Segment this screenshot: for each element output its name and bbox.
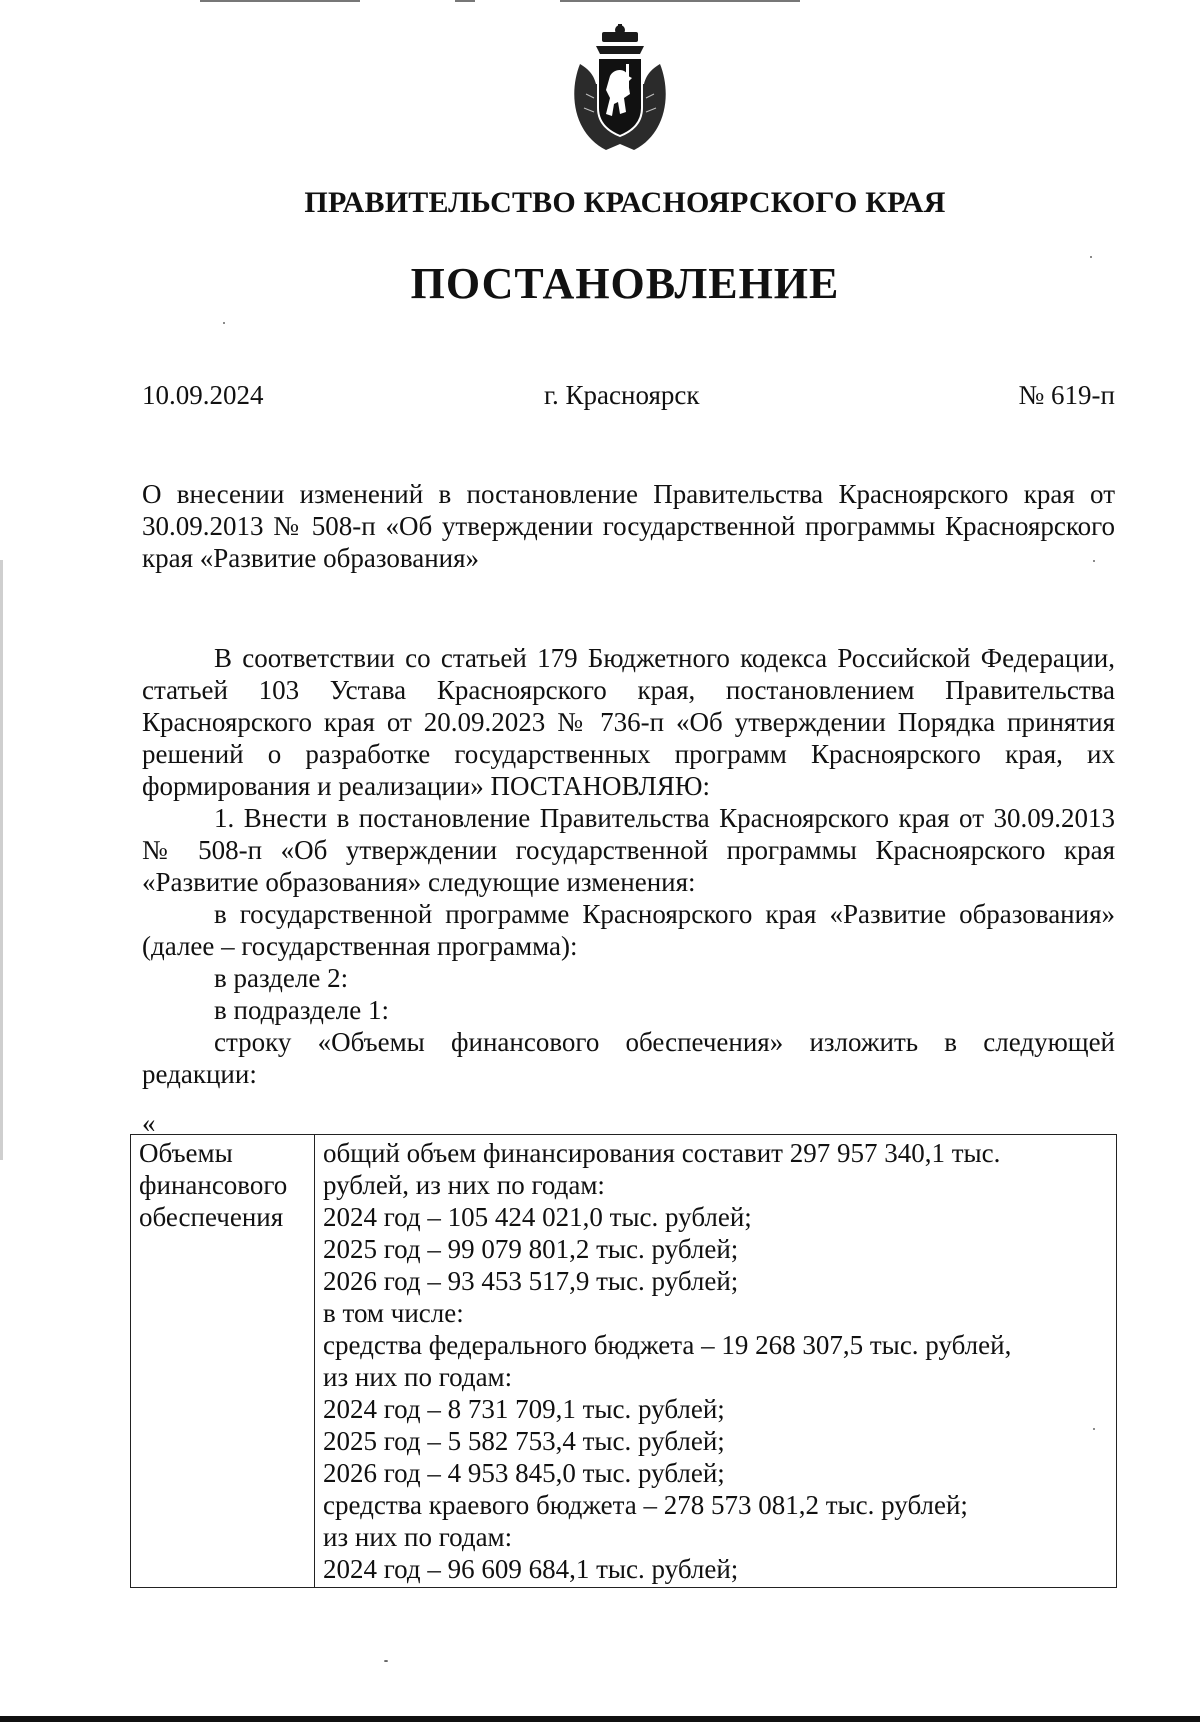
value-line: 2026 год – 93 453 517,9 тыс. рублей;: [323, 1266, 739, 1296]
label-line: финансового: [139, 1170, 288, 1200]
value-line: средства федерального бюджета – 19 268 307,5 тыс. рублей,: [323, 1330, 1012, 1360]
scan-speck: [1093, 1428, 1095, 1430]
document-type-title: ПОСТАНОВЛЕНИЕ: [410, 259, 840, 308]
value-line: 2024 год – 8 731 709,1 тыс. рублей;: [323, 1394, 725, 1424]
value-line: средства краевого бюджета – 278 573 081,2 тыс. рублей;: [323, 1490, 968, 1520]
scan-speck: [384, 1660, 388, 1662]
table-value-cell: [315, 1135, 1117, 1588]
document-body: [142, 642, 1115, 1090]
label-line: обеспечения: [139, 1202, 284, 1232]
label-line: Объемы: [139, 1138, 233, 1168]
financing-table: [130, 1134, 1117, 1588]
value-line: общий объем финансирования составит 297 957 340,1 тыс.: [323, 1138, 1001, 1168]
scan-speck: [1093, 560, 1095, 562]
scan-artifact-top-mid: [455, 0, 475, 2]
government-title: ПРАВИТЕЛЬСТВО КРАСНОЯРСКОГО КРАЯ: [304, 186, 946, 219]
document-subject: О внесении изменений в постановление Правительства Красноярского края от 30.09.2013 № 508-п «Об утверждении государственной программы Красноярского края «Развитие образования»: [142, 479, 1115, 573]
value-line: из них по годам:: [323, 1362, 513, 1392]
value-line: рублей, из них по годам:: [323, 1170, 605, 1200]
document-date: 10.09.2024: [142, 380, 264, 410]
section-paragraph: в разделе 2:: [214, 963, 349, 993]
preamble-paragraph: В соответствии со статьей 179 Бюджетного кодекса Российской Федерации, статьей 103 Устава Красноярского края, постановлением Правительства Красноярского края от 20.09.2023 № 736-п «Об утверждении Порядка принятия решений о разработке государственных программ Красноярского края, их формирования и реализации» ПОСТАНОВЛЯЮ:: [142, 643, 1115, 801]
value-line: 2026 год – 4 953 845,0 тыс. рублей;: [323, 1458, 725, 1488]
program-paragraph: в государственной программе Красноярского края «Развитие образования» (далее – государственная программа):: [142, 899, 1115, 961]
scan-artifact-top-left: [200, 0, 360, 2]
item-1-paragraph: 1. Внести в постановление Правительства Красноярского края от 30.09.2013 № 508-п «Об утверждении государственной программы Красноярского края «Развитие образования» следующие изменения:: [142, 803, 1115, 897]
scan-speck: [1090, 256, 1092, 258]
table-row: [131, 1135, 1117, 1588]
scan-artifact-top-right: [560, 0, 800, 2]
scan-artifact-bottom-edge: [0, 1716, 1200, 1722]
value-line: 2025 год – 5 582 753,4 тыс. рублей;: [323, 1426, 725, 1456]
document-city: г. Красноярск: [544, 380, 700, 410]
document-number: № 619-п: [1018, 380, 1115, 410]
value-line: 2024 год – 96 609 684,1 тыс. рублей;: [323, 1554, 739, 1584]
subsection-paragraph: в подразделе 1:: [214, 995, 389, 1025]
scan-artifact-left-edge: [0, 560, 3, 1160]
row-instruction-paragraph: строку «Объемы финансового обеспечения» изложить в следующей редакции:: [142, 1027, 1115, 1089]
coat-of-arms-icon: [566, 24, 674, 154]
opening-quote-mark: «: [142, 1108, 156, 1138]
value-line: в том числе:: [323, 1298, 464, 1328]
value-line: 2025 год – 99 079 801,2 тыс. рублей;: [323, 1234, 739, 1264]
scan-speck: [223, 322, 225, 324]
value-line: из них по годам:: [323, 1522, 513, 1552]
table-label-cell: [131, 1135, 315, 1588]
value-line: 2024 год – 105 424 021,0 тыс. рублей;: [323, 1202, 752, 1232]
